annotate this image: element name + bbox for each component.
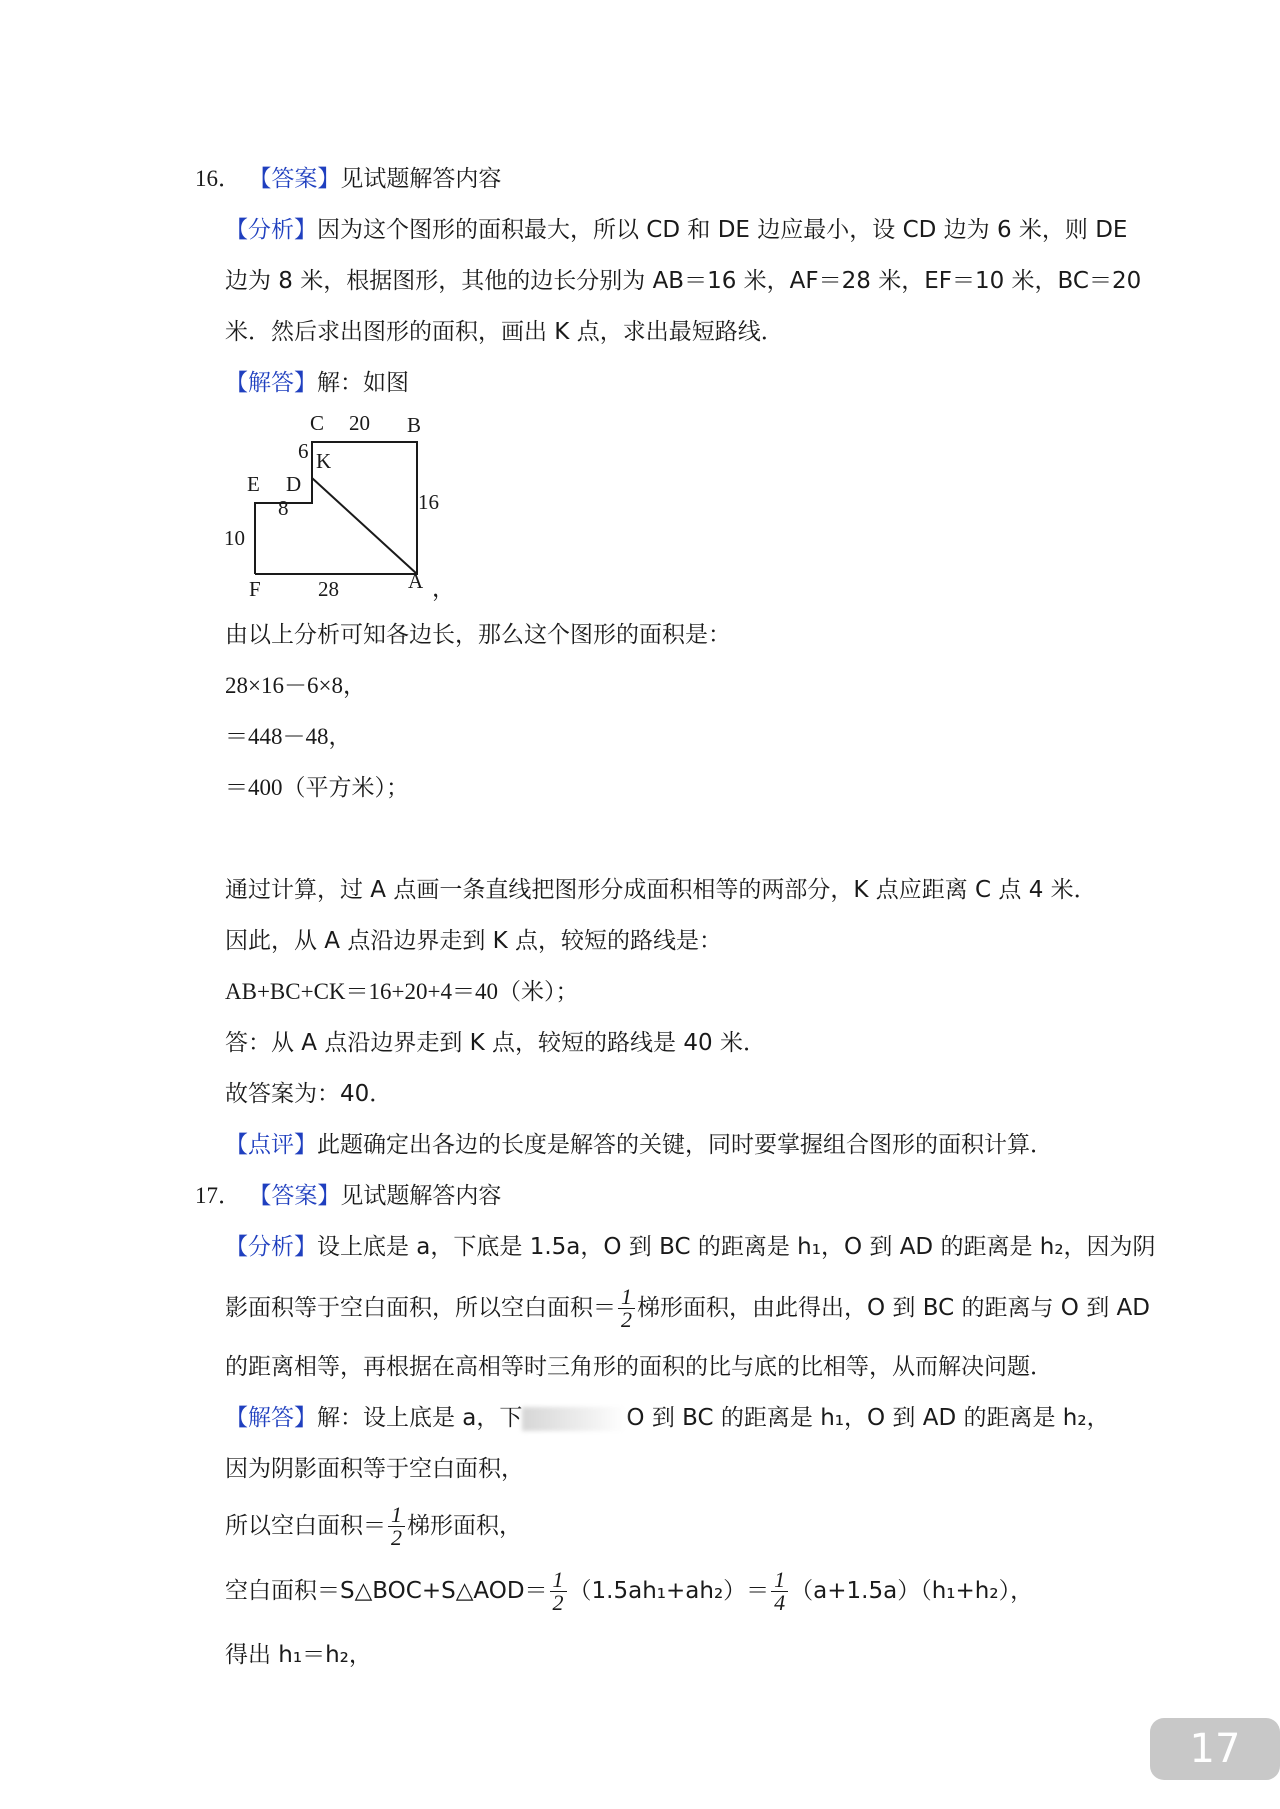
q17-solution-4-a: 空白面积＝S△BOC+S△AOD＝ [225, 1578, 548, 1604]
label-ab-length: 16 [418, 490, 439, 514]
q16-step-4: ＝400（平方米）； [225, 775, 409, 800]
q17-analysis-tag: 【分析】 [225, 1234, 317, 1260]
q17-number: 17． [195, 1183, 241, 1208]
fraction-one-quarter [771, 1569, 788, 1614]
q16-step-5: 通过计算，过 A 点画一条直线把图形分成面积相等的两部分，K 点应距离 C 点 4 米． [225, 877, 1097, 903]
q16-solution-tag: 【解答】 [225, 370, 317, 396]
q17-answer-line [195, 1181, 501, 1211]
obscured-text-region [522, 1407, 626, 1431]
fraction-denominator: 2 [391, 1525, 402, 1550]
q16-step-7: AB+BC+CK＝16+20+4＝40（米）； [225, 979, 579, 1004]
page-number-badge: 17 [1150, 1718, 1280, 1780]
q16-comment-tag: 【点评】 [225, 1132, 317, 1158]
q16-analysis-tag: 【分析】 [225, 217, 317, 243]
fraction-denominator: 2 [552, 1590, 564, 1615]
q17-solution-line-3 [225, 1500, 522, 1552]
label-fa-length: 28 [318, 577, 339, 601]
q16-analysis-text-1: 因为这个图形的面积最大，所以 CD 和 DE 边应最小，设 CD 边为 6 米，则 DE [317, 217, 1128, 243]
label-de-length: 8 [278, 496, 289, 520]
q17-solution-3-pre: 所以空白面积＝ [225, 1513, 386, 1539]
q16-step-2: 28×16－6×8， [225, 673, 366, 698]
q17-solution-line [225, 1403, 1110, 1433]
fraction-denominator: 2 [621, 1307, 632, 1332]
fraction-numerator: 1 [771, 1569, 788, 1592]
q16-answer-tag: 【答案】 [248, 166, 341, 192]
q17-analysis-text-1: 设上底是 a，下底是 1.5a，O 到 BC 的距离是 h₁，O 到 AD 的距离是 h₂，因为阴 [317, 1234, 1156, 1260]
fraction-numerator: 1 [618, 1286, 635, 1309]
q16-solution-text: 解：如图 [317, 370, 409, 396]
q17-analysis-line-3: 的距离相等，再根据在高相等时三角形的面积的比与底的比相等，从而解决问题． [225, 1354, 1053, 1380]
q16-step-9: 故答案为：40． [225, 1081, 393, 1107]
label-b: B [407, 413, 422, 437]
q17-solution-line-2: 因为阴影面积等于空白面积， [225, 1456, 524, 1482]
figure-trailing-comma: ， [432, 576, 455, 602]
q17-answer-tag: 【答案】 [248, 1183, 341, 1209]
q16-number: 16． [195, 166, 241, 191]
label-ef-length: 10 [224, 526, 245, 550]
fraction-one-half [618, 1286, 635, 1331]
q17-solution-line-4 [225, 1565, 1033, 1617]
label-f: F [249, 577, 261, 601]
q17-answer-text: 见试题解答内容 [340, 1183, 502, 1209]
q16-solution-line [225, 368, 409, 398]
q17-solution-tag: 【解答】 [225, 1405, 317, 1431]
q17-solution-line-5: 得出 h₁＝h₂， [225, 1642, 372, 1668]
q16-analysis-line-3: 米．然后求出图形的面积，画出 K 点，求出最短路线． [225, 319, 784, 345]
q16-analysis-line-2: 边为 8 米，根据图形，其他的边长分别为 AB＝16 米，AF＝28 米，EF＝10 米，BC＝20 [225, 268, 1142, 294]
label-cb-length: 20 [349, 411, 370, 435]
q16-answer-text: 见试题解答内容 [340, 166, 502, 192]
q17-analysis-2-pre: 影面积等于空白面积，所以空白面积＝ [225, 1295, 616, 1321]
q16-step-3: ＝448－48， [225, 724, 352, 749]
q17-solution-post: O 到 BC 的距离是 h₁，O 到 AD 的距离是 h₂， [626, 1405, 1110, 1431]
q16-step-6: 因此，从 A 点沿边界走到 K 点，较短的路线是： [225, 928, 723, 954]
figure-diagonal-ak [312, 478, 417, 574]
q17-analysis-2-post: 梯形面积，由此得出，O 到 BC 的距离与 O 到 AD [637, 1295, 1150, 1321]
fraction-one-half [550, 1569, 567, 1614]
q16-answer-line [195, 164, 501, 194]
q17-solution-4-b: （1.5ah₁+ah₂）＝ [568, 1578, 770, 1604]
q17-solution-3-post: 梯形面积， [407, 1513, 522, 1539]
q16-analysis-line-1 [225, 215, 1127, 245]
q16-comment-text: 此题确定出各边的长度是解答的关键，同时要掌握组合图形的面积计算． [317, 1132, 1053, 1158]
fraction-numerator: 1 [550, 1569, 567, 1592]
label-c: C [310, 411, 325, 435]
label-cd-length: 6 [298, 439, 309, 463]
q17-solution-pre: 解：设上底是 a，下 [317, 1405, 523, 1431]
fraction-denominator: 4 [774, 1590, 786, 1615]
q17-solution-4-c: （a+1.5a）（h₁+h₂）， [790, 1578, 1034, 1604]
q17-analysis-line-2 [225, 1282, 1150, 1334]
label-k: K [316, 449, 332, 473]
label-e: E [247, 472, 260, 496]
q16-step-8: 答：从 A 点沿边界走到 K 点，较短的路线是 40 米． [225, 1030, 766, 1056]
geometry-figure [222, 408, 462, 608]
label-d: D [286, 472, 302, 496]
fraction-one-half [388, 1504, 405, 1549]
q16-step-1: 由以上分析可知各边长，那么这个图形的面积是： [225, 622, 731, 648]
label-a: A [408, 569, 424, 593]
q16-comment-line [225, 1130, 1053, 1160]
q17-analysis-line-1 [225, 1232, 1156, 1262]
fraction-numerator: 1 [388, 1504, 405, 1527]
